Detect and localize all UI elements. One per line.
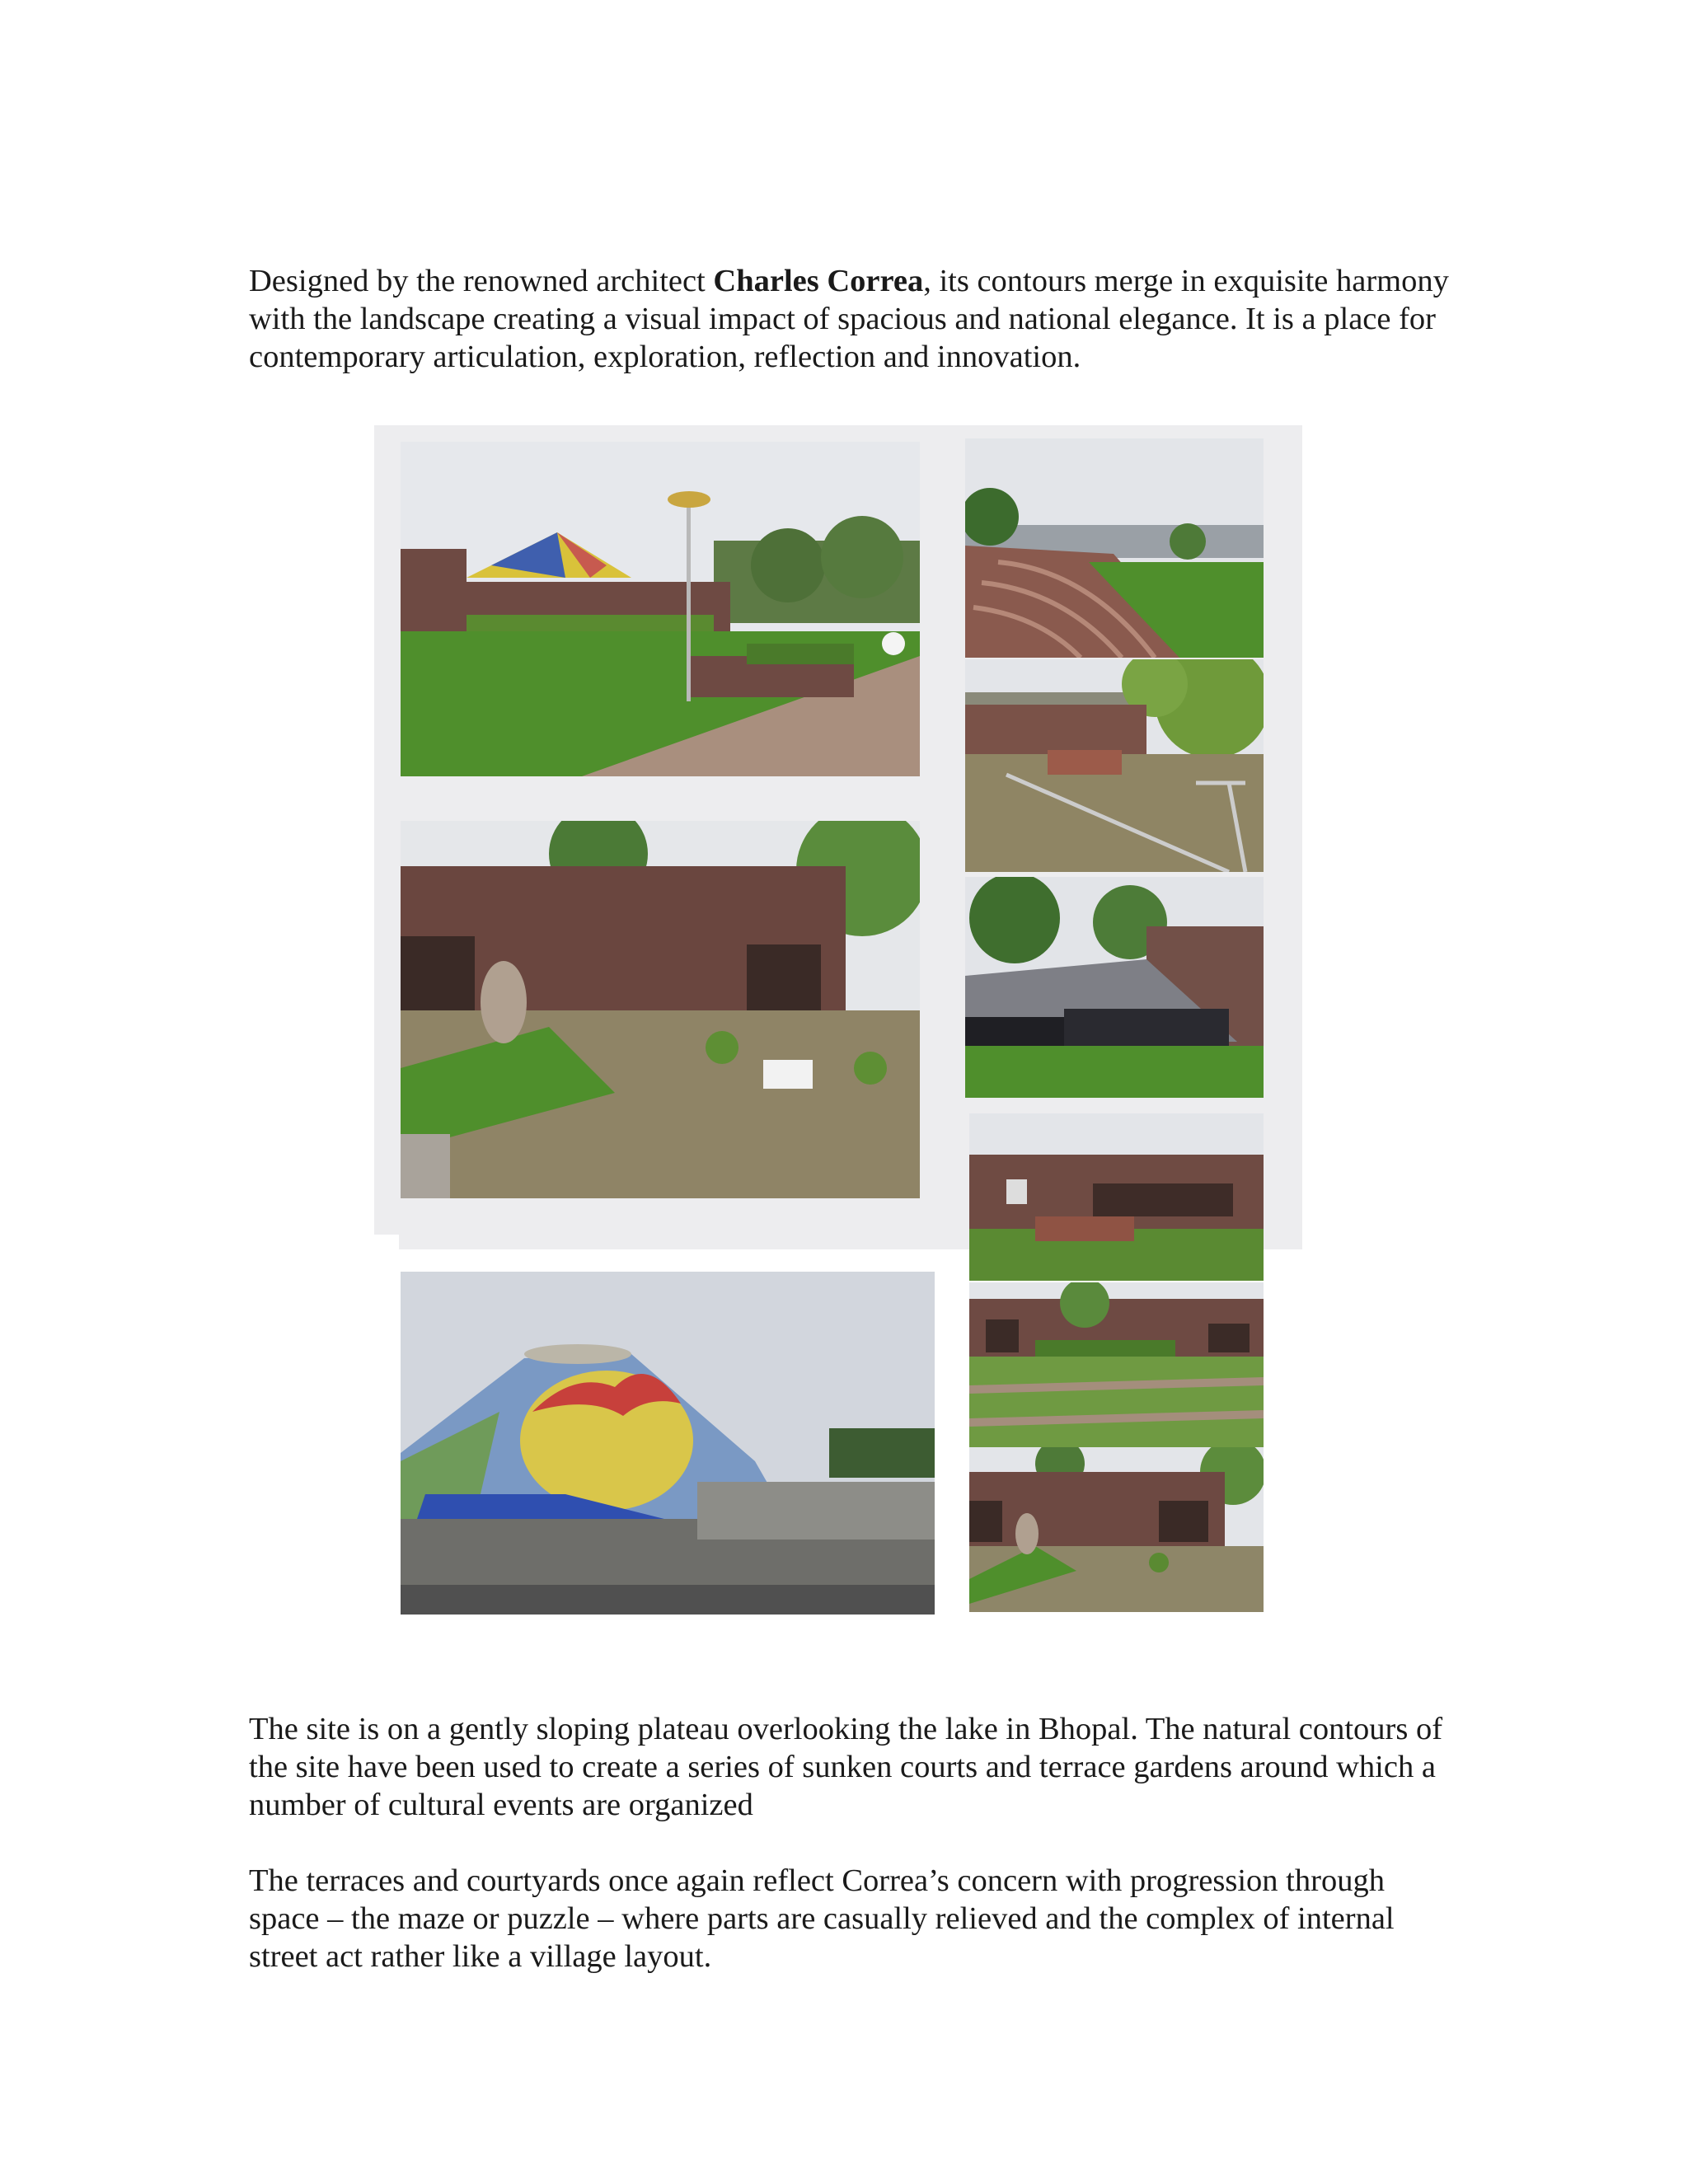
photo-amphitheatre-steps (965, 438, 1264, 658)
photo-pyramid-courtyard (401, 442, 920, 776)
terraces-paragraph: The terraces and courtyards once again reflect Correa’s concern with progression through space – the maze or puzzle – where parts are casually relieved and the complex of internal street act rather like a village layout. (249, 1863, 1395, 1974)
photo-brick-court-fountain (969, 1113, 1264, 1281)
photo-painted-dome (401, 1272, 935, 1615)
photo-sunken-court-steps (965, 877, 1264, 1098)
photo-terrace-garden (969, 1282, 1264, 1447)
intro-paragraph (249, 262, 1452, 376)
photo-sculpture-courtyard (401, 821, 920, 1198)
intro-text-start: Designed by the renowned architect (249, 264, 714, 298)
architect-name: Charles Correa (713, 264, 924, 298)
site-paragraph: The site is on a gently sloping plateau overlooking the lake in Bhopal. The natural contours of the site have been used to create a series of sunken courts and terrace gardens around which a number of cultural events are organized (249, 1712, 1443, 1822)
intro-text-end: , its contours merge in exquisite harmony with the landscape creating a visual impact of spacious and national elegance. It is a place for contemporary articulation, exploration, reflection and innovation. (249, 264, 1449, 374)
photo-village-courtyard (969, 1447, 1264, 1612)
photo-courtyard-fountain (965, 659, 1264, 872)
